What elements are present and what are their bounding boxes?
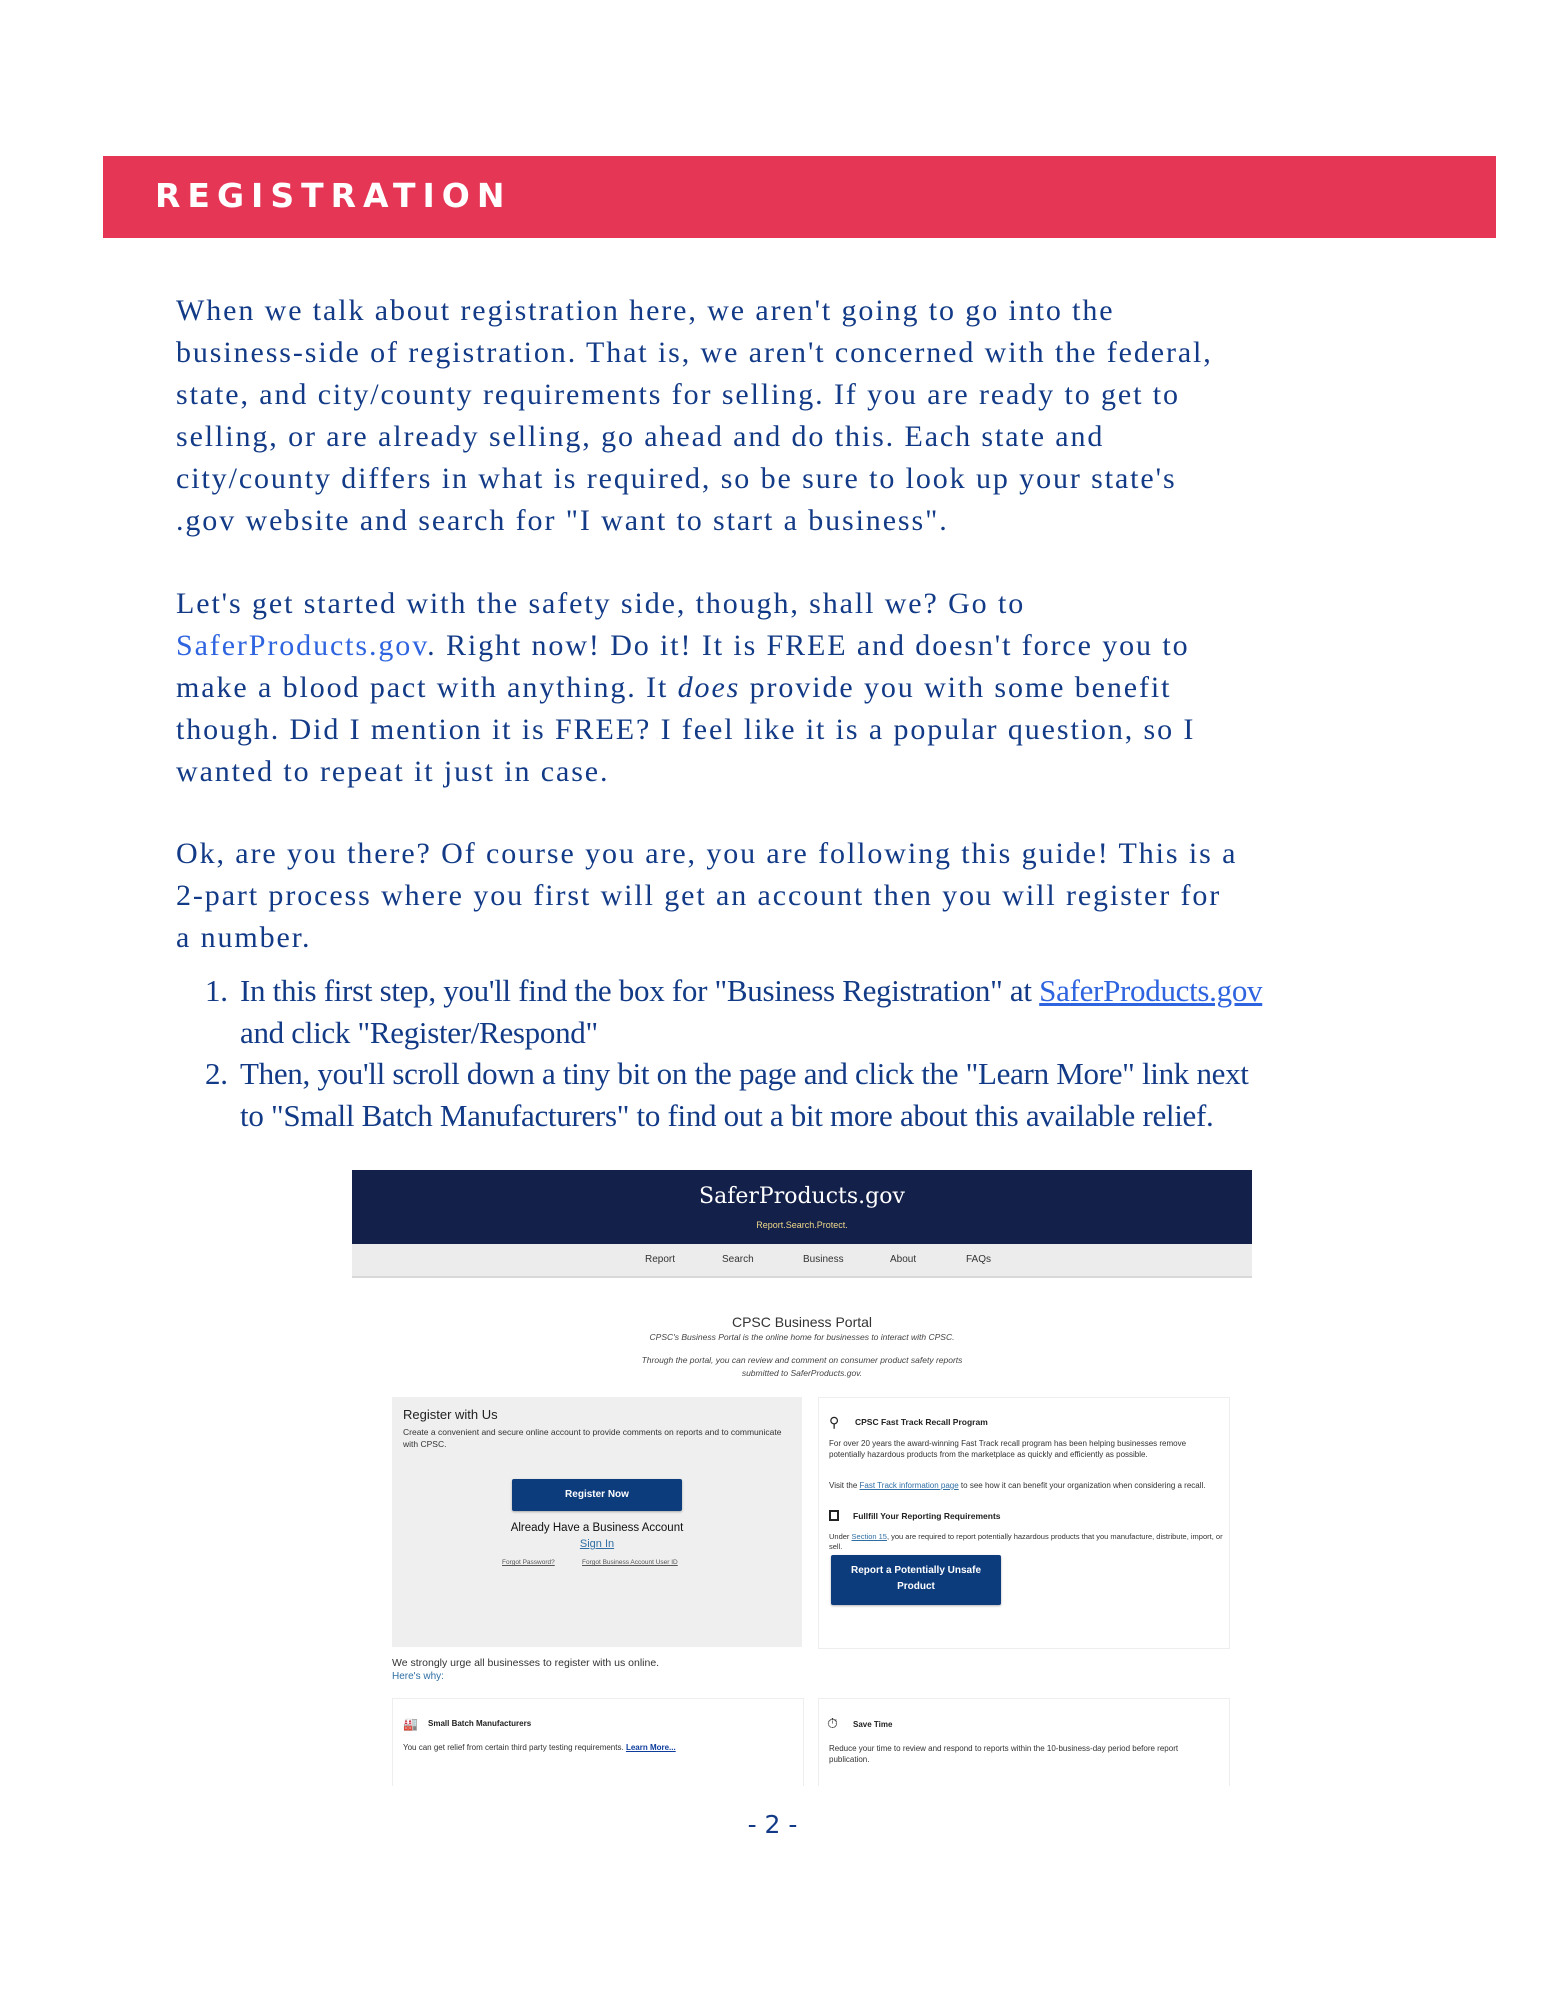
text-line — [176, 625, 1516, 667]
portal-description: Through the portal, you can review and comment on consumer product safety reports — [641, 1355, 963, 1365]
text-line: though. Did I mention it is FREE? I feel like it is a popular question, so I — [176, 713, 1196, 746]
text-segment: . Right now! Do it! It is FREE and doesn't force you to — [427, 629, 1190, 662]
nav-search[interactable]: Search — [722, 1254, 754, 1265]
forgot-password-link[interactable]: Forgot Password? — [502, 1559, 555, 1566]
urge-text: We strongly urge all businesses to register with us online. — [392, 1657, 660, 1669]
fast-track-description: For over 20 years the award-winning Fast Track recall program has been helping businesses remove potentially hazardous products from the marketplace as quickly and efficiently as possible. — [829, 1439, 1187, 1459]
site-title: SaferProducts.gov — [699, 1184, 905, 1209]
emphasis-text: does — [677, 671, 741, 704]
text-line: Then, you'll scroll down a tiny bit on the page and click the "Learn More" link next — [240, 1056, 1249, 1091]
saferproducts-link[interactable]: SaferProducts.gov — [176, 629, 428, 662]
list-number: 2. — [205, 1056, 228, 1091]
nav-about[interactable]: About — [890, 1254, 917, 1265]
portal-description: submitted to SaferProducts.gov. — [741, 1368, 863, 1378]
list-number: 1. — [205, 973, 228, 1008]
learn-more-link[interactable]: Learn More... — [625, 1743, 676, 1752]
nav-report[interactable]: Report — [645, 1254, 676, 1265]
saferproducts-link[interactable]: SaferProducts.gov — [1039, 973, 1263, 1008]
small-batch-card — [392, 1698, 804, 1786]
register-card — [392, 1397, 802, 1647]
nav-faqs[interactable]: FAQs — [966, 1254, 992, 1265]
section-15-link[interactable]: Section 15 — [851, 1532, 887, 1541]
register-now-button[interactable]: Register Now — [512, 1479, 682, 1511]
text-line: .gov website and search for "I want to start a business". — [176, 504, 949, 537]
steps-list — [205, 970, 1405, 1136]
text-segment: You can get relief from certain third party testing requirements. — [403, 1743, 626, 1752]
text-line: business-side of registration. That is, we aren't concerned with the federal, — [176, 336, 1213, 369]
site-header — [352, 1170, 1252, 1244]
text-line: city/county differs in what is required, so be sure to look up your state's — [176, 462, 1177, 495]
small-batch-description — [403, 1742, 676, 1754]
factory-icon: 🏭 — [403, 1717, 418, 1731]
sign-in-link[interactable]: Sign In — [579, 1538, 615, 1550]
portal-subtitle: CPSC's Business Portal is the online home for businesses to interact with CPSC. — [649, 1332, 955, 1342]
reporting-title: Fullfill Your Reporting Requirements — [853, 1511, 1001, 1521]
text-line: selling, or are already selling, go ahead and do this. Each state and — [176, 420, 1105, 453]
text-line: 2-part process where you first will get an account then you will register for — [176, 879, 1222, 912]
text-line: to "Small Batch Manufacturers" to find out a bit more about this available relief. — [240, 1097, 1214, 1133]
register-description: Create a convenient and secure online account to provide comments on reports and to communicate with CPSC. — [403, 1427, 782, 1449]
paragraph-safety — [176, 583, 1516, 793]
text-line: Let's get started with the safety side, though, shall we? Go to — [176, 587, 1026, 620]
list-item — [205, 1053, 1405, 1136]
save-time-description: Reduce your time to review and respond to reports within the 10-business-day period before report publication. — [829, 1744, 1179, 1764]
stopwatch-icon: ⏱ — [827, 1715, 838, 1731]
fast-track-title: CPSC Fast Track Recall Program — [855, 1417, 988, 1427]
section-banner — [103, 156, 1496, 238]
text-segment: to see how it can benefit your organization when considering a recall. — [958, 1481, 1206, 1490]
small-batch-title: Small Batch Manufacturers — [428, 1719, 532, 1728]
list-item — [205, 970, 1405, 1053]
report-unsafe-product-button[interactable]: Report a Potentially Unsafe Product — [831, 1555, 1001, 1605]
text-segment: Visit the — [829, 1481, 860, 1490]
text-line: wanted to repeat it just in case. — [176, 755, 610, 788]
text-line: When we talk about registration here, we aren't going to go into the — [176, 294, 1115, 327]
paragraph-process — [176, 833, 1516, 959]
text-segment: make a blood pact with anything. It — [176, 671, 678, 704]
text-line — [176, 667, 1516, 709]
portal-title: CPSC Business Portal — [731, 1314, 873, 1330]
text-segment: Under — [829, 1532, 852, 1541]
map-pin-icon: ⚲ — [829, 1414, 840, 1430]
forgot-user-id-link[interactable]: Forgot Business Account User ID — [582, 1559, 678, 1566]
page-number: - 2 - — [747, 1810, 798, 1839]
text-line: Ok, are you there? Of course you are, you are following this guide! This is a — [176, 837, 1238, 870]
saferproducts-screenshot — [352, 1170, 1252, 1786]
text-segment: provide you with some benefit — [740, 671, 1172, 704]
fast-track-info-link[interactable]: Fast Track information page — [859, 1481, 959, 1490]
site-tagline: Report.Search.Protect. — [756, 1220, 848, 1230]
text-line: state, and city/county requirements for selling. If you are ready to get to — [176, 378, 1180, 411]
fast-track-visit — [829, 1480, 1224, 1491]
text-segment: , you are required to report potentially hazardous products that you manufacture, distribute, import, or sell. — [829, 1532, 1223, 1551]
text-line: and click "Register/Respond" — [240, 1014, 598, 1050]
site-nav — [352, 1244, 1252, 1278]
already-account-label: Already Have a Business Account — [510, 1522, 684, 1534]
section-title: REGISTRATION — [155, 176, 512, 215]
text-line — [240, 970, 1405, 1012]
paragraph-intro — [176, 290, 1516, 542]
save-time-card — [818, 1698, 1230, 1786]
document-icon — [829, 1510, 839, 1521]
text-line: a number. — [176, 921, 312, 954]
save-time-title: Save Time — [853, 1720, 893, 1729]
reporting-description — [829, 1532, 1224, 1552]
fast-track-card — [818, 1397, 1230, 1649]
nav-business[interactable]: Business — [803, 1254, 844, 1265]
heres-why-text: Here's why: — [392, 1671, 444, 1682]
register-title: Register with Us — [403, 1407, 498, 1422]
text-segment: In this first step, you'll find the box for "Business Registration" at — [240, 973, 1040, 1008]
